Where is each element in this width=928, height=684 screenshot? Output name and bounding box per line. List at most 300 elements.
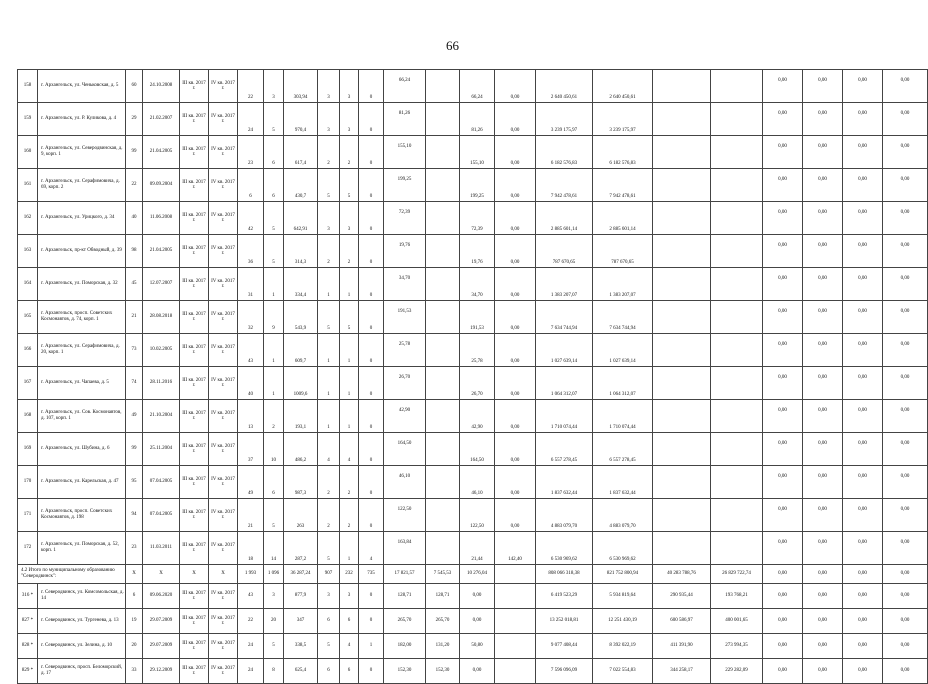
value-cell-c24: 0,00	[883, 268, 928, 301]
value-cell-c16: 0,00	[495, 103, 536, 136]
value-cell-c11: 1	[340, 268, 359, 301]
value-cell-c23: 0,00	[843, 634, 883, 659]
value-cell-c10: 3	[318, 70, 340, 103]
value-cell-c14	[426, 202, 460, 235]
value-cell-c21: 0,00	[763, 334, 803, 367]
value-cell-c20	[711, 466, 763, 499]
value-cell-c17: 1 027 639,14	[536, 334, 593, 367]
value-cell-c10: 5	[318, 532, 340, 565]
value-cell-c15: 0,00	[460, 609, 495, 634]
value-cell-c17: 7 942 478,61	[536, 169, 593, 202]
table-row	[18, 609, 928, 634]
total-cell-c19: 40 283 788,76	[653, 565, 711, 584]
value-cell-c24: 0,00	[883, 532, 928, 565]
date-cell: 25.11.2004	[143, 433, 180, 466]
total-cell-c7: 1 993	[238, 565, 264, 584]
value-cell-c8: 1	[264, 367, 284, 400]
value-cell-c19	[653, 136, 711, 169]
value-cell-c12: 0	[359, 103, 384, 136]
year-cell: 95	[126, 466, 143, 499]
year-cell: 99	[126, 433, 143, 466]
value-cell-c11: 1	[340, 334, 359, 367]
value-cell-c7: 6	[238, 169, 264, 202]
value-cell-c13: 72,39	[384, 202, 426, 235]
value-cell-c15: 0,00	[460, 659, 495, 684]
value-cell-c14	[426, 367, 460, 400]
value-cell-c10: 6	[318, 609, 340, 634]
value-cell-c16: 0,00	[495, 136, 536, 169]
value-cell-c18: 7 022 554,83	[593, 659, 653, 684]
value-cell-c15: 21,44	[460, 532, 495, 565]
value-cell-c12: 0	[359, 70, 384, 103]
value-cell-c19	[653, 400, 711, 433]
value-cell-c12: 0	[359, 235, 384, 268]
date-cell: 21.04.2005	[143, 235, 180, 268]
value-cell-c8: 5	[264, 103, 284, 136]
total-cell-c24: 0,00	[883, 565, 928, 584]
date-cell: 21.04.2005	[143, 136, 180, 169]
value-cell-c24: 0,00	[883, 202, 928, 235]
value-cell-c16: 0,00	[495, 301, 536, 334]
value-cell-c16: 0,00	[495, 202, 536, 235]
value-cell-c11: 4	[340, 634, 359, 659]
value-cell-c17: 7 596 096,09	[536, 659, 593, 684]
value-cell-c21: 0,00	[763, 584, 803, 609]
end-quarter-cell: IV кв. 2017 г.	[209, 202, 238, 235]
end-quarter-cell: IV кв. 2017 г.	[209, 499, 238, 532]
row-number-cell: 160	[18, 136, 38, 169]
value-cell-c24: 0,00	[883, 400, 928, 433]
value-cell-c13: 155,10	[384, 136, 426, 169]
year-cell: 45	[126, 268, 143, 301]
value-cell-c21: 0,00	[763, 659, 803, 684]
table-row	[18, 584, 928, 609]
year-cell: 33	[126, 659, 143, 684]
value-cell-c16: 0,00	[495, 466, 536, 499]
value-cell-c10: 1	[318, 367, 340, 400]
date-cell: 07.04.2005	[143, 499, 180, 532]
value-cell-c15: 191,53	[460, 301, 495, 334]
value-cell-c17: 13 252 018,81	[536, 609, 593, 634]
value-cell-c15: 81,26	[460, 103, 495, 136]
value-cell-c9: 642,91	[284, 202, 318, 235]
start-quarter-cell: III кв. 2017 г.	[180, 367, 209, 400]
value-cell-c15: 122,50	[460, 499, 495, 532]
table-row	[18, 466, 928, 499]
start-quarter-cell: III кв. 2017 г.	[180, 433, 209, 466]
value-cell-c15: 164,50	[460, 433, 495, 466]
value-cell-c12: 1	[359, 634, 384, 659]
value-cell-c19	[653, 466, 711, 499]
value-cell-c19	[653, 103, 711, 136]
value-cell-c12: 0	[359, 136, 384, 169]
value-cell-c10: 2	[318, 499, 340, 532]
value-cell-c14: 265,70	[426, 609, 460, 634]
value-cell-c18: 7 634 744,94	[593, 301, 653, 334]
row-number-cell: 163	[18, 235, 38, 268]
date-cell: 21.02.2007	[143, 103, 180, 136]
value-cell-c14	[426, 400, 460, 433]
value-cell-c22: 0,00	[803, 367, 843, 400]
total-cell-c12: 735	[359, 565, 384, 584]
value-cell-c14	[426, 169, 460, 202]
value-cell-c22: 0,00	[803, 532, 843, 565]
value-cell-c21: 0,00	[763, 609, 803, 634]
value-cell-c16: 0,00	[495, 433, 536, 466]
value-cell-c24: 0,00	[883, 136, 928, 169]
value-cell-c23: 0,00	[843, 235, 883, 268]
value-cell-c23: 0,00	[843, 466, 883, 499]
value-cell-c10: 2	[318, 466, 340, 499]
value-cell-c17: 1 710 074,44	[536, 400, 593, 433]
value-cell-c8: 5	[264, 634, 284, 659]
end-quarter-cell: IV кв. 2017 г.	[209, 235, 238, 268]
value-cell-c20	[711, 367, 763, 400]
date-cell: 28.08.2018	[143, 301, 180, 334]
value-cell-c9: 347	[284, 609, 318, 634]
value-cell-c22: 0,00	[803, 235, 843, 268]
table-row	[18, 103, 928, 136]
value-cell-c24: 0,00	[883, 103, 928, 136]
value-cell-c7: 32	[238, 301, 264, 334]
value-cell-c19	[653, 532, 711, 565]
value-cell-c7: 43	[238, 334, 264, 367]
table-row	[18, 532, 928, 565]
value-cell-c15: 19,76	[460, 235, 495, 268]
value-cell-c18: 1 710 074,44	[593, 400, 653, 433]
value-cell-c15: 155,10	[460, 136, 495, 169]
row-number-cell: 316 *	[18, 584, 38, 609]
table-row	[18, 169, 928, 202]
value-cell-c11: 4	[340, 433, 359, 466]
value-cell-c23: 0,00	[843, 334, 883, 367]
end-quarter-cell: IV кв. 2017 г.	[209, 367, 238, 400]
date-cell: 12.07.2007	[143, 268, 180, 301]
value-cell-c20	[711, 103, 763, 136]
value-cell-c7: 49	[238, 466, 264, 499]
address-cell: г. Архангельск, ул. Поморская, д. 52, корп. 1	[38, 532, 126, 565]
value-cell-c18: 6 530 969,62	[593, 532, 653, 565]
address-cell: г. Архангельск, ул. Ченьковская, д. 5	[38, 70, 126, 103]
start-quarter-cell: III кв. 2017 г.	[180, 202, 209, 235]
value-cell-c23: 0,00	[843, 400, 883, 433]
start-quarter-cell: III кв. 2017 г.	[180, 70, 209, 103]
value-cell-c9: 287,2	[284, 532, 318, 565]
end-quarter-cell: IV кв. 2017 г.	[209, 400, 238, 433]
value-cell-c12: 0	[359, 499, 384, 532]
value-cell-c18: 4 883 079,70	[593, 499, 653, 532]
address-cell: г. Архангельск, ул. Урицкого, д. 34	[38, 202, 126, 235]
value-cell-c10: 6	[318, 659, 340, 684]
value-cell-c9: 303,94	[284, 70, 318, 103]
value-cell-c12: 0	[359, 584, 384, 609]
year-cell: 22	[126, 169, 143, 202]
value-cell-c9: 617,4	[284, 136, 318, 169]
year-cell: 21	[126, 301, 143, 334]
value-cell-c17: 787 670,65	[536, 235, 593, 268]
row-number-cell: 165	[18, 301, 38, 334]
value-cell-c10: 5	[318, 634, 340, 659]
value-cell-c24: 0,00	[883, 301, 928, 334]
value-cell-c21: 0,00	[763, 532, 803, 565]
end-quarter-cell: IV кв. 2017 г.	[209, 634, 238, 659]
value-cell-c19: 600 586,97	[653, 609, 711, 634]
value-cell-c23: 0,00	[843, 433, 883, 466]
value-cell-c7: 37	[238, 433, 264, 466]
value-cell-c7: 21	[238, 499, 264, 532]
value-cell-c8: 9	[264, 301, 284, 334]
value-cell-c15: 25,78	[460, 334, 495, 367]
value-cell-c20	[711, 235, 763, 268]
value-cell-c14	[426, 334, 460, 367]
value-cell-c11: 3	[340, 70, 359, 103]
value-cell-c20	[711, 301, 763, 334]
value-cell-c17: 1 837 632,44	[536, 466, 593, 499]
value-cell-c21: 0,00	[763, 268, 803, 301]
start-quarter-cell: III кв. 2017 г.	[180, 609, 209, 634]
value-cell-c12: 0	[359, 367, 384, 400]
value-cell-c16: 0,00	[495, 70, 536, 103]
date-cell: 24.10.2008	[143, 70, 180, 103]
value-cell-c18: 8 392 022,19	[593, 634, 653, 659]
start-quarter-cell: III кв. 2017 г.	[180, 268, 209, 301]
value-cell-c14	[426, 235, 460, 268]
value-cell-c11: 6	[340, 609, 359, 634]
value-cell-c20	[711, 169, 763, 202]
value-cell-c13: 34,70	[384, 268, 426, 301]
value-cell-c18: 1 064 312,07	[593, 367, 653, 400]
value-cell-c11: 2	[340, 136, 359, 169]
address-cell: г. Архангельск, ул. Серафимовича, д. 69, корп. 2	[38, 169, 126, 202]
value-cell-c7: 22	[238, 70, 264, 103]
value-cell-c13: 42,90	[384, 400, 426, 433]
start-quarter-cell: III кв. 2017 г.	[180, 659, 209, 684]
date-cell: 11.06.2008	[143, 202, 180, 235]
value-cell-c19	[653, 202, 711, 235]
end-quarter-cell: IV кв. 2017 г.	[209, 301, 238, 334]
value-cell-c8: 5	[264, 499, 284, 532]
value-cell-c11: 3	[340, 584, 359, 609]
value-cell-c23: 0,00	[843, 169, 883, 202]
value-cell-c7: 22	[238, 609, 264, 634]
value-cell-c13: 182,00	[384, 634, 426, 659]
total-cell-c9: 36 287,24	[284, 565, 318, 584]
value-cell-c9: 334,4	[284, 268, 318, 301]
value-cell-c10: 1	[318, 400, 340, 433]
year-cell: 74	[126, 367, 143, 400]
table-row	[18, 659, 928, 684]
value-cell-c13: 122,50	[384, 499, 426, 532]
value-cell-c14	[426, 532, 460, 565]
value-cell-c13: 199,25	[384, 169, 426, 202]
value-cell-c15: 0,00	[460, 584, 495, 609]
value-cell-c22: 0,00	[803, 103, 843, 136]
value-cell-c12: 0	[359, 169, 384, 202]
value-cell-c16: 0,00	[495, 268, 536, 301]
value-cell-c22: 0,00	[803, 70, 843, 103]
value-cell-c18: 2 640 450,61	[593, 70, 653, 103]
end-quarter-cell: IV кв. 2017 г.	[209, 136, 238, 169]
value-cell-c18: 1 837 632,44	[593, 466, 653, 499]
value-cell-c19	[653, 70, 711, 103]
value-cell-c19	[653, 301, 711, 334]
value-cell-c15: 72,39	[460, 202, 495, 235]
value-cell-c8: 3	[264, 584, 284, 609]
date-cell: 09.06.2020	[143, 584, 180, 609]
end-quarter-cell: IV кв. 2017 г.	[209, 268, 238, 301]
value-cell-c10: 5	[318, 169, 340, 202]
value-cell-c24: 0,00	[883, 609, 928, 634]
value-cell-c19: 411 391,90	[653, 634, 711, 659]
end-quarter-cell: IV кв. 2017 г.	[209, 584, 238, 609]
value-cell-c9: 609,7	[284, 334, 318, 367]
total-cell-c17: 808 066 318,38	[536, 565, 593, 584]
value-cell-c8: 6	[264, 169, 284, 202]
value-cell-c17: 2 885 601,14	[536, 202, 593, 235]
address-cell: г. Архангельск, ул. Серафимовича, д. 20, корп. 1	[38, 334, 126, 367]
value-cell-c20	[711, 268, 763, 301]
year-cell: 20	[126, 634, 143, 659]
value-cell-c17: 6 530 969,62	[536, 532, 593, 565]
value-cell-c16: 142,40	[495, 532, 536, 565]
date-cell: 07.04.2005	[143, 466, 180, 499]
value-cell-c19: 344 258,17	[653, 659, 711, 684]
year-cell: 49	[126, 400, 143, 433]
start-quarter-cell: III кв. 2017 г.	[180, 136, 209, 169]
value-cell-c11: 1	[340, 532, 359, 565]
value-cell-c23: 0,00	[843, 103, 883, 136]
end-quarter-cell: IV кв. 2017 г.	[209, 334, 238, 367]
year-cell: 94	[126, 499, 143, 532]
address-cell: г. Архангельск, пр-кт Обводный, д. 39	[38, 235, 126, 268]
total-cell-c3: X	[126, 565, 143, 584]
table-row	[18, 367, 928, 400]
total-cell-c5: X	[180, 565, 209, 584]
value-cell-c9: 430,7	[284, 169, 318, 202]
value-cell-c13: 191,53	[384, 301, 426, 334]
value-cell-c13: 128,71	[384, 584, 426, 609]
start-quarter-cell: III кв. 2017 г.	[180, 584, 209, 609]
address-cell: г. Северодвинск, ул. Комсомольская, д. 14	[38, 584, 126, 609]
value-cell-c14	[426, 103, 460, 136]
value-cell-c12: 0	[359, 301, 384, 334]
value-cell-c18: 1 383 207,07	[593, 268, 653, 301]
value-cell-c15: 199,25	[460, 169, 495, 202]
year-cell: 60	[126, 70, 143, 103]
value-cell-c16	[495, 609, 536, 634]
value-cell-c24: 0,00	[883, 634, 928, 659]
value-cell-c17: 3 239 175,97	[536, 103, 593, 136]
value-cell-c22: 0,00	[803, 169, 843, 202]
value-cell-c11: 6	[340, 659, 359, 684]
value-cell-c22: 0,00	[803, 136, 843, 169]
value-cell-c23: 0,00	[843, 499, 883, 532]
value-cell-c21: 0,00	[763, 400, 803, 433]
year-cell: 6	[126, 584, 143, 609]
value-cell-c14	[426, 433, 460, 466]
total-cell-c16	[495, 565, 536, 584]
total-label: 4.2 Итого по муниципальному образованию "Северодвинск":	[18, 565, 126, 584]
value-cell-c12: 0	[359, 202, 384, 235]
value-cell-c8: 14	[264, 532, 284, 565]
date-cell: 28.11.2016	[143, 367, 180, 400]
value-cell-c13: 81,26	[384, 103, 426, 136]
address-cell: г. Архангельск, просп. Советских Космонавтов, д. 198	[38, 499, 126, 532]
value-cell-c11: 2	[340, 466, 359, 499]
date-cell: 29.07.2009	[143, 609, 180, 634]
value-cell-c19	[653, 169, 711, 202]
address-cell: г. Архангельск, просп. Советских Космонавтов, д. 74, корп. 1	[38, 301, 126, 334]
total-cell-c8: 1 096	[264, 565, 284, 584]
table-row	[18, 634, 928, 659]
table-body	[18, 70, 928, 684]
value-cell-c22: 0,00	[803, 609, 843, 634]
total-cell-c21: 0,00	[763, 565, 803, 584]
row-number-cell: 829 *	[18, 659, 38, 684]
value-cell-c17: 6 419 523,29	[536, 584, 593, 609]
table-row	[18, 400, 928, 433]
value-cell-c7: 13	[238, 400, 264, 433]
value-cell-c20	[711, 433, 763, 466]
value-cell-c18: 6 182 576,83	[593, 136, 653, 169]
row-number-cell: 158	[18, 70, 38, 103]
value-cell-c21: 0,00	[763, 103, 803, 136]
value-cell-c22: 0,00	[803, 499, 843, 532]
row-number-cell: 827 *	[18, 609, 38, 634]
value-cell-c21: 0,00	[763, 466, 803, 499]
value-cell-c12: 0	[359, 433, 384, 466]
value-cell-c11: 1	[340, 400, 359, 433]
value-cell-c10: 5	[318, 301, 340, 334]
date-cell: 11.03.2011	[143, 532, 180, 565]
date-cell: 21.10.2004	[143, 400, 180, 433]
value-cell-c10: 2	[318, 136, 340, 169]
value-cell-c22: 0,00	[803, 659, 843, 684]
year-cell: 99	[126, 136, 143, 169]
value-cell-c16: 0,00	[495, 235, 536, 268]
value-cell-c22: 0,00	[803, 202, 843, 235]
value-cell-c23: 0,00	[843, 136, 883, 169]
value-cell-c19	[653, 235, 711, 268]
value-cell-c8: 2	[264, 400, 284, 433]
value-cell-c11: 5	[340, 301, 359, 334]
value-cell-c14	[426, 70, 460, 103]
page-number: 66	[446, 38, 459, 53]
value-cell-c10: 1	[318, 268, 340, 301]
address-cell: г. Архангельск, ул. Карельская, д. 47	[38, 466, 126, 499]
value-cell-c17: 1 064 312,07	[536, 367, 593, 400]
table-row	[18, 433, 928, 466]
value-cell-c21: 0,00	[763, 235, 803, 268]
value-cell-c11: 5	[340, 169, 359, 202]
value-cell-c10: 3	[318, 202, 340, 235]
value-cell-c10: 1	[318, 334, 340, 367]
value-cell-c9: 486,2	[284, 433, 318, 466]
value-cell-c10: 3	[318, 584, 340, 609]
value-cell-c22: 0,00	[803, 334, 843, 367]
total-cell-c14: 7 545,53	[426, 565, 460, 584]
date-cell: 09.09.2004	[143, 169, 180, 202]
value-cell-c21: 0,00	[763, 169, 803, 202]
value-cell-c20: 273 994,35	[711, 634, 763, 659]
value-cell-c15: 66,24	[460, 70, 495, 103]
value-cell-c15: 26,70	[460, 367, 495, 400]
value-cell-c13: 25,78	[384, 334, 426, 367]
start-quarter-cell: III кв. 2017 г.	[180, 532, 209, 565]
address-cell: г. Северодвинск, ул. Зелина, д. 10	[38, 634, 126, 659]
value-cell-c12: 0	[359, 334, 384, 367]
value-cell-c9: 877,9	[284, 584, 318, 609]
